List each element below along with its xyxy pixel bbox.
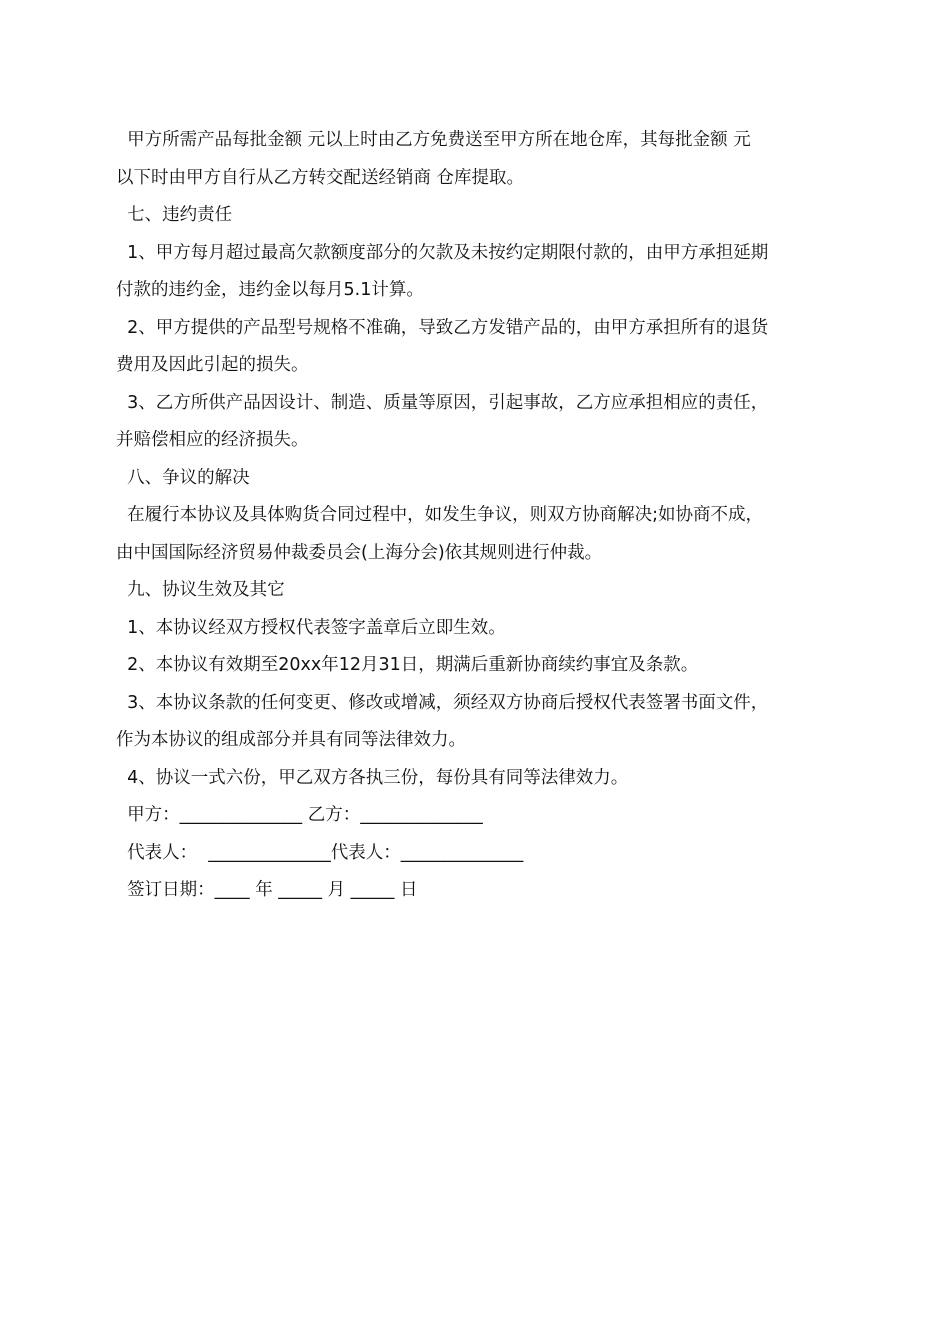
paragraph-dispute-line-1: 在履行本协议及具体购货合同过程中，如发生争议，则双方协商解决;如协商不成， bbox=[116, 505, 764, 525]
clause-effect-4: 4、协议一式六份，甲乙双方各执三份，每份具有同等法律效力。 bbox=[116, 767, 629, 788]
section-heading-breach: 七、违约责任 bbox=[116, 205, 233, 225]
clause-breach-1-line-1: 1、甲方每月超过最高欠款额度部分的欠款及未按约定期限付款的，由甲方承担延期 bbox=[116, 242, 769, 263]
clause-breach-2-line-1: 2、甲方提供的产品型号规格不准确，导致乙方发错产品的，由甲方承担所有的退货 bbox=[116, 317, 769, 338]
clause-breach-3-line-2: 并赔偿相应的经济损失。 bbox=[116, 430, 309, 450]
paragraph-dispute-line-2: 由中国国际经济贸易仲裁委员会(上海分会)依其规则进行仲裁。 bbox=[116, 542, 603, 563]
clause-breach-2-line-2: 费用及因此引起的损失。 bbox=[116, 355, 309, 375]
clause-effect-1: 1、本协议经双方授权代表签字盖章后立即生效。 bbox=[116, 617, 506, 638]
section-heading-effect: 九、协议生效及其它 bbox=[116, 580, 285, 600]
section-heading-dispute: 八、争议的解决 bbox=[116, 467, 250, 488]
document-page bbox=[116, 122, 834, 910]
paragraph-delivery-line-2: 以下时由甲方自行从乙方转交配送经销商 仓库提取。 bbox=[116, 167, 525, 188]
signature-date-line: 签订日期：____ 年 _____ 月 _____ 日 bbox=[116, 880, 418, 900]
clause-breach-3-line-1: 3、乙方所供产品因设计、制造、质量等原因，引起事故，乙方应承担相应的责任， bbox=[116, 392, 769, 413]
paragraph-delivery-line-1: 甲方所需产品每批金额 元以上时由乙方免费送至甲方所在地仓库，其每批金额 元 bbox=[116, 130, 751, 150]
clause-effect-2: 2、本协议有效期至20xx年12月31日，期满后重新协商续约事宜及条款。 bbox=[116, 655, 699, 675]
signature-representatives-line: 代表人： ______________代表人：______________ bbox=[116, 842, 524, 863]
clause-breach-1-line-2: 付款的违约金，违约金以每月5.1计算。 bbox=[116, 280, 424, 300]
clause-effect-3-line-2: 作为本协议的组成部分并具有同等法律效力。 bbox=[116, 730, 466, 750]
clause-effect-3-line-1: 3、本协议条款的任何变更、修改或增减，须经双方协商后授权代表签署书面文件， bbox=[116, 692, 769, 713]
signature-parties-line: 甲方：______________ 乙方：______________ bbox=[116, 805, 483, 825]
